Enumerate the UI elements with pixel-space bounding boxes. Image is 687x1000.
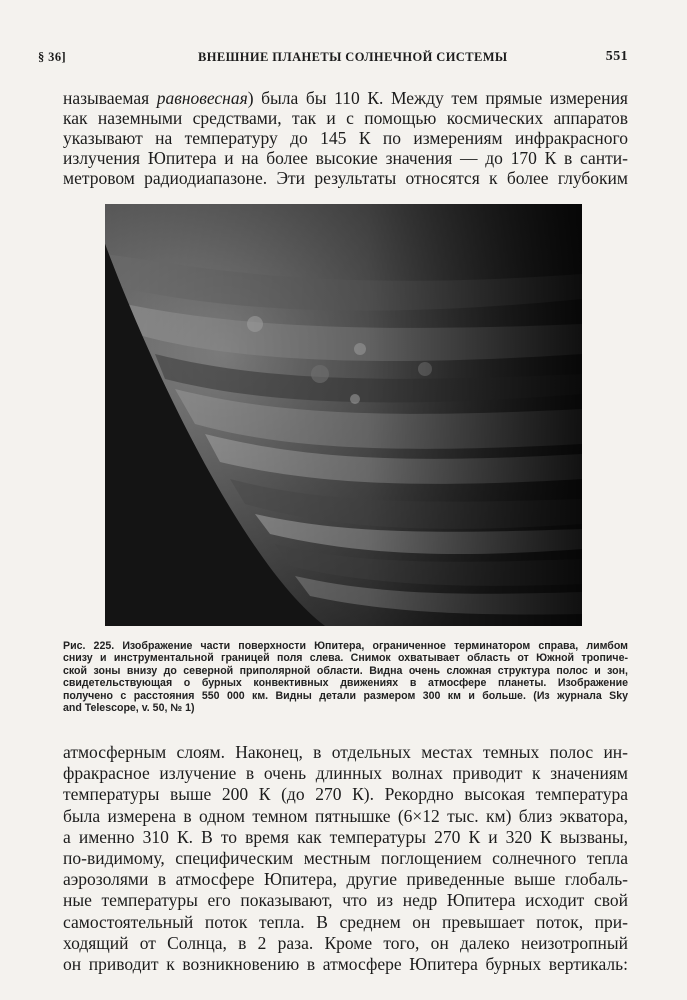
jupiter-photo-graphic — [105, 204, 582, 626]
text-line: как наземными средствами, так и с помощью космических аппаратов — [63, 108, 628, 128]
page-number: 551 — [605, 49, 628, 64]
text-line: а именно 310 К. В то время как температуры 270 К и 320 К вызваны, — [63, 826, 628, 847]
text-line: метровом радиодиапазоне. Эти результаты относятся к более глубоким — [63, 168, 628, 188]
caption-line: получено с расстояния 550 000 км. Видны детали размером 300 км и больше. (Из журнала Sky — [63, 689, 628, 702]
paragraph-bottom — [63, 742, 628, 975]
section-marker: § 36] — [38, 50, 67, 64]
jupiter-photo — [105, 204, 582, 626]
text-line: фракрасное излучение в очень длинных волнах приводит к значениям — [63, 763, 628, 784]
text-line: ные температуры его показывают, что из недр Юпитера исходит свой — [63, 890, 628, 911]
text-line: была измерена в одном темном пятнышке (6×12 тыс. км) близ экватора, — [63, 805, 628, 826]
caption-line: Рис. 225. Изображение части поверхности Юпитера, ограниченное терминатором справа, лимбом — [63, 640, 628, 652]
text-line: излучения Юпитера и на более высокие значения — до 170 К в санти- — [63, 148, 628, 168]
text-line: аэрозолями в атмосфере Юпитера, другие приведенные выше глобаль- — [63, 869, 628, 890]
running-header — [38, 50, 628, 70]
chapter-title: ВНЕШНИЕ ПЛАНЕТЫ СОЛНЕЧНОЙ СИСТЕМЫ — [198, 50, 508, 64]
text-line: он приводит к возникновению в атмосфере Юпитера бурных вертикаль: — [63, 953, 628, 974]
text-line: самостоятельный поток тепла. В среднем он превышает поток, при- — [63, 911, 628, 932]
text-line: по-видимому, специфическим местным поглощением солнечного тепла — [63, 847, 628, 868]
italic-term: равновесная — [156, 88, 248, 108]
figure-caption — [63, 640, 628, 714]
caption-line: свидетельствующая о бурных конвективных движениях в атмосфере планеты. Изображение — [63, 677, 628, 690]
caption-line: ской зоны внизу до северной приполярной области. Видна очень сложная структура полос и зон, — [63, 664, 628, 677]
text-line: ходящий от Солнца, в 2 раза. Кроме того, он далеко неизотропный — [63, 932, 628, 953]
text-line: температуры выше 200 К (до 270 К). Рекордно высокая температура — [63, 784, 628, 805]
caption-line: and Telescope, v. 50, № 1) — [63, 702, 195, 715]
caption-line: снизу и инструментальной границей поля слева. Снимок охватывает область от Южной тропиче- — [63, 652, 628, 665]
text-line — [63, 88, 628, 108]
paragraph-top — [63, 88, 628, 188]
text-line: атмосферным слоям. Наконец, в отдельных местах темных полос ин- — [63, 742, 628, 762]
text-fragment: называемая — [63, 88, 157, 108]
text-fragment: ) была бы 110 К. Между тем прямые измерения — [247, 88, 628, 108]
text-line: указывают на температуру до 145 К по измерениям инфракрасного — [63, 128, 628, 148]
